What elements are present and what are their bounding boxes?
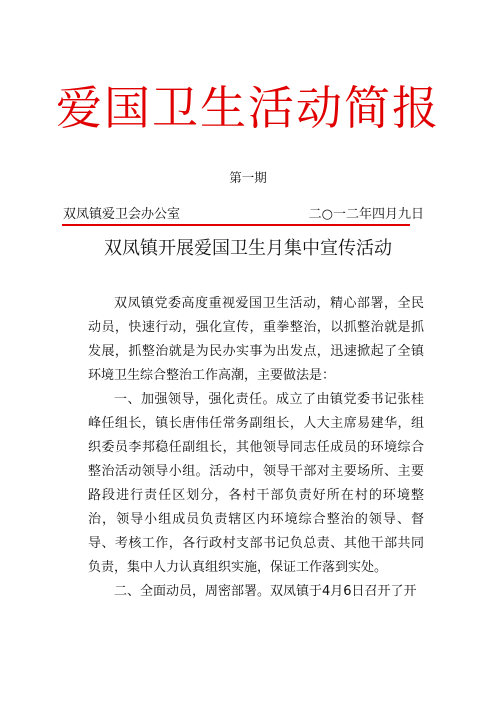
article-paragraph: 二、全面动员，周密部署。双凤镇于4月6日召开了开 [114,584,417,599]
newsletter-masthead: 爱国卫生活动简报 [56,81,440,135]
article-headline: 双凤镇开展爱国卫生月集中宣传活动 [104,238,392,259]
article-body [88,292,424,604]
issue-number: 第一期 [229,170,267,185]
issue-date: 二○一二年四月九日 [308,207,424,222]
red-divider-rule [62,224,410,226]
article-paragraph: 一、加强领导，强化责任。成立了由镇党委书记张桂峰任组长，镇长唐伟任常务副组长，人大主席易建华，组织委员李邦稳任副组长，其他领导同志任成员的环境综合整治活动领导小组。活动中，领导干部对主要场所、主要路段进行责任区划分，各村干部负责好所在村的环境整治，领导小组成员负责辖区内环境综合整治的领导、督导、考核工作，各行政村支部书记负总责、其他干部共同负责，集中人力认真组织实施，保证工作落到实处。 [88,392,424,575]
issuer-date-row [62,205,424,225]
article-paragraph: 双凤镇党委高度重视爱国卫生活动，精心部署，全民动员，快速行动，强化宣传，重拳整治，以抓整治就是抓发展，抓整治就是为民办实事为出发点，迅速掀起了全镇环境卫生综合整治工作高潮，主要做法是： [88,296,424,383]
issuing-office: 双凤镇爱卫会办公室 [63,207,181,222]
